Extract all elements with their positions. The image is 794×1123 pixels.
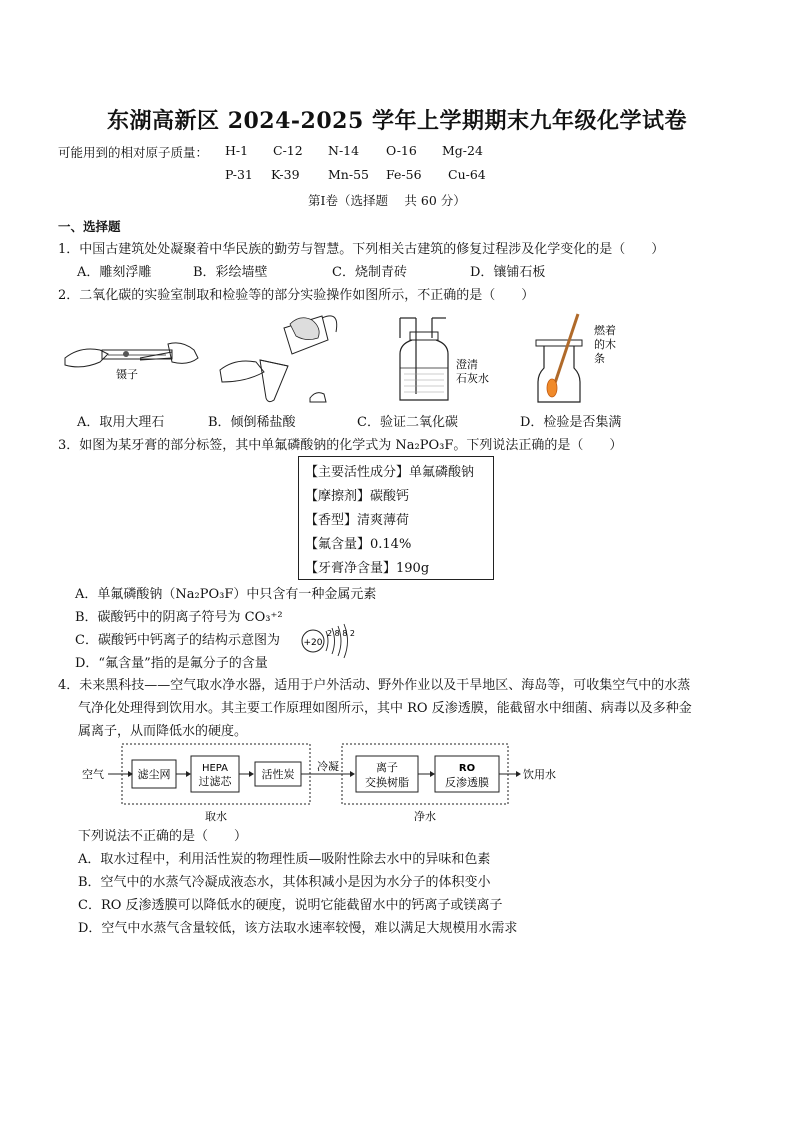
atomic-mass-label: 可能用到的相对原子质量： <box>58 145 209 160</box>
atomic-mass-item: N-14 <box>328 143 360 158</box>
question-2-stem: 2．二氧化碳的实验室制取和检验等的部分实验操作如图所示，不正确的是（ ） <box>58 288 535 303</box>
q4-option-d[interactable]: D．空气中水蒸气含量较低，该方法取水速率较慢，难以满足大规模用水需求 <box>78 921 518 936</box>
question-4-stem-line-2: 气净化处理得到饮用水。其主要工作原理如图所示，其中 RO 反渗透膜，能截留水中细菌、病毒以及多种金 <box>78 701 692 716</box>
q2-experiment-figures <box>60 310 660 410</box>
atomic-mass-item: C-12 <box>273 143 303 158</box>
nucleus-charge: +20 <box>303 638 323 648</box>
q2-option-b[interactable]: B．倾倒稀盐酸 <box>208 415 296 430</box>
label-line: 【摩擦剂】碳酸钙 <box>305 489 410 504</box>
q4-option-c[interactable]: C．RO 反渗透膜可以降低水的硬度，说明它能截留水中的钙离子或镁离子 <box>78 898 503 913</box>
section-title: 一、选择题 <box>58 219 121 234</box>
calcium-ion-diagram <box>298 622 358 662</box>
electron-shells: 2 8 8 2 <box>327 629 355 638</box>
limewater-label-1: 澄清 <box>456 358 478 371</box>
dust-filter-label: 滤尘网 <box>137 768 171 781</box>
q3-option-d[interactable]: D．“氟含量”指的是氟分子的含量 <box>75 656 268 671</box>
q1-option-b[interactable]: B．彩绘墙壁 <box>193 265 268 280</box>
splint-label-2: 的木 <box>594 338 616 351</box>
label-line: 【氟含量】0.14% <box>305 537 412 552</box>
figure-d-gas-jar <box>536 314 582 402</box>
flow-input-label: 空气 <box>82 768 104 781</box>
water-purifier-flow-diagram <box>76 742 576 826</box>
q4-question: 下列说法不正确的是（ ） <box>78 829 248 844</box>
question-4-stem-line-3: 属离子，从而降低水的硬度。 <box>78 724 248 739</box>
toothpaste-label <box>298 456 494 580</box>
figure-c-wash-bottle <box>400 318 448 400</box>
limewater-label-2: 石灰水 <box>456 372 489 385</box>
label-line: 【主要活性成分】单氟磷酸钠 <box>305 465 475 480</box>
q4-option-a[interactable]: A．取水过程中，利用活性炭的物理性质—吸附性除去水中的异味和色素 <box>78 852 491 867</box>
q1-option-c[interactable]: C．烧制青砖 <box>332 265 407 280</box>
figure-a-tweezers <box>65 343 198 367</box>
splint-label-3: 条 <box>594 352 605 365</box>
ro-label-1: RO <box>458 763 476 774</box>
figure-b-pouring <box>220 316 337 402</box>
hepa-label-2: 过滤芯 <box>198 775 232 788</box>
q2-option-d[interactable]: D．检验是否集满 <box>520 415 622 430</box>
question-3-stem: 3．如图为某牙膏的部分标签，其中单氟磷酸钠的化学式为 Na₂PO₃F。下列说法正确的是（ ） <box>58 438 623 453</box>
page-title: 东湖高新区 2024-2025 学年上学期期末九年级化学试卷 <box>107 108 687 134</box>
label-line: 【香型】清爽薄荷 <box>305 513 410 528</box>
label-line: 【牙膏净含量】190g <box>305 561 430 576</box>
q2-option-c[interactable]: C．验证二氧化碳 <box>357 415 458 430</box>
atomic-mass-item: Mn-55 <box>328 167 369 182</box>
q2-option-a[interactable]: A．取用大理石 <box>77 415 165 430</box>
part-title: 第Ⅰ卷（选择题 共 60 分） <box>308 193 466 208</box>
ion-exchange-label-2: 交换树脂 <box>365 776 409 789</box>
q4-option-b[interactable]: B．空气中的水蒸气冷凝成液态水，其体积减小是因为水分子的体积变小 <box>78 875 491 890</box>
atomic-mass-item: P-31 <box>225 167 253 182</box>
atomic-mass-item: H-1 <box>225 143 249 158</box>
question-4-stem-line-1: 4．未来黑科技——空气取水净水器，适用于户外活动、野外作业以及干旱地区、海岛等，可收集空气中的水蒸 <box>58 678 691 693</box>
atomic-mass-item: O-16 <box>386 143 417 158</box>
q1-option-a[interactable]: A．雕刻浮雕 <box>77 265 152 280</box>
q3-option-c[interactable]: C．碳酸钙中钙离子的结构示意图为 <box>75 633 280 648</box>
atomic-mass-item: K-39 <box>271 167 300 182</box>
activated-carbon-label: 活性炭 <box>261 768 295 781</box>
hepa-label-1: HEPA <box>201 763 229 774</box>
condense-label: 冷凝 <box>317 760 339 773</box>
tweezers-label: 镊子 <box>116 368 138 381</box>
atomic-mass-item: Mg-24 <box>442 143 483 158</box>
capture-group-label: 取水 <box>205 810 227 823</box>
ion-exchange-label-1: 离子 <box>376 761 398 774</box>
atomic-mass-item: Fe-56 <box>386 167 422 182</box>
ro-label-2: 反渗透膜 <box>445 776 489 789</box>
question-1-stem: 1．中国古建筑处处凝聚着中华民族的勤劳与智慧。下列相关古建筑的修复过程涉及化学变化的是（ ） <box>58 242 665 257</box>
purify-group-label: 净水 <box>414 810 436 823</box>
q3-option-b[interactable]: B．碳酸钙中的阴离子符号为 CO₃⁺² <box>75 610 283 625</box>
flow-output-label: 饮用水 <box>523 768 556 781</box>
atomic-mass-item: Cu-64 <box>448 167 486 182</box>
q3-option-a[interactable]: A．单氟磷酸钠（Na₂PO₃F）中只含有一种金属元素 <box>75 587 377 602</box>
q1-option-d[interactable]: D．镶铺石板 <box>470 265 546 280</box>
splint-label-1: 燃着 <box>594 324 616 337</box>
